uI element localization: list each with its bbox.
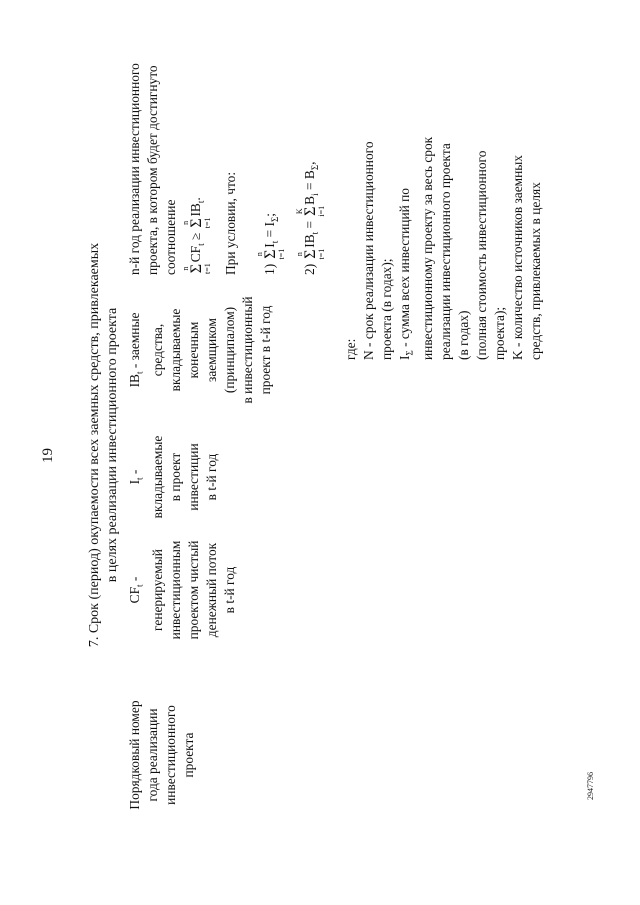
- col4-line: в инвестиционный: [239, 296, 255, 404]
- col5-line: n-й год реализации инвестиционного: [127, 63, 142, 275]
- col2-line: в t-й год: [221, 566, 237, 614]
- col4-line: средства,: [149, 323, 165, 377]
- definition-line: проекта);: [491, 306, 507, 360]
- sum-symbol: n Σ t=1: [295, 248, 326, 260]
- document-code: 2947796: [586, 772, 595, 800]
- col2-line: генерируемый: [149, 549, 165, 631]
- definition-line: K - количество источников заемных: [509, 155, 525, 360]
- sum-symbol: n Σ t=1: [181, 263, 212, 274]
- col1-line: инвестиционного: [163, 705, 178, 805]
- col4-line: проект в t-й год: [257, 305, 273, 395]
- col1-line: года реализации: [145, 708, 160, 802]
- column-year-number: [126, 690, 198, 820]
- col2-head: $CF_t$ -: [127, 576, 145, 604]
- col5-line: проекта, в котором будет достигнуто: [145, 65, 160, 275]
- col4-line: заемщиком: [203, 318, 219, 382]
- col4-line: конечным: [185, 321, 201, 379]
- col5-line: соотношение: [163, 199, 178, 275]
- condition-text: При условии, что:: [223, 171, 238, 275]
- relation-formula: n Σ t=1 $CF_t$ ≥ n Σ t=1 $IB_t$.: [181, 197, 212, 274]
- col4-line: (принципалом): [221, 306, 237, 394]
- heading-line-2: в целях реализации инвестиционного проекта: [105, 307, 120, 583]
- col4-line: вкладываемые: [167, 308, 183, 392]
- definition-line: средств, привлекаемых в целях: [527, 182, 543, 360]
- col2-line: проектом чистый: [185, 540, 201, 640]
- sum-symbol: n Σ t=1: [255, 248, 286, 260]
- definition-line: реализации инвестиционного проекта: [437, 143, 453, 360]
- col3-head: $I_t$ -: [127, 469, 145, 485]
- definitions: [342, 0, 545, 360]
- where-label: где:: [343, 338, 358, 360]
- col1-line: проекта: [181, 732, 196, 778]
- heading-line-1: 7. Срок (период) окупаемости всех заемных средств, привлекаемых: [87, 242, 102, 648]
- col3-line: в t-й год: [203, 453, 219, 501]
- col2-line: инвестиционным: [167, 540, 183, 640]
- column-cash-flow: [126, 525, 239, 655]
- col3-line: в проект: [167, 452, 183, 502]
- col1-line: Порядковый номер: [127, 700, 142, 810]
- column-investments: [126, 422, 221, 532]
- column-payback-year: [126, 5, 180, 275]
- sum-symbol: n Σ t=1: [181, 217, 212, 229]
- col2-line: денежный поток: [203, 542, 219, 638]
- section-heading: [86, 135, 122, 755]
- column-borrowed-funds: [126, 285, 275, 415]
- definition-line: проекта (в годах);: [379, 258, 394, 360]
- definition-line: инвестиционному проекту за весь срок: [419, 136, 435, 360]
- formula-2: 2) n Σ t=1 $IB_t$ = K Σ i=1 $B_i = B_\Sigma$,: [295, 161, 326, 275]
- sum-symbol: K Σ i=1: [295, 205, 326, 217]
- col4-head: $IB_t$ - заемные: [127, 312, 145, 388]
- formula-1: 1) n Σ t=1 $I_t = I_\Sigma$;: [255, 213, 286, 275]
- definition-line: (полная стоимость инвестиционного: [473, 150, 489, 360]
- definition-line: (в годах): [455, 310, 471, 360]
- definition-line: $I_\Sigma$ - сумма всех инвестиций по: [397, 188, 415, 360]
- col3-line: вкладываемые: [149, 435, 165, 519]
- col3-line: инвестиции: [185, 443, 201, 511]
- definition-line: N - срок реализации инвестиционного: [361, 141, 376, 360]
- page-number: 19: [40, 448, 56, 463]
